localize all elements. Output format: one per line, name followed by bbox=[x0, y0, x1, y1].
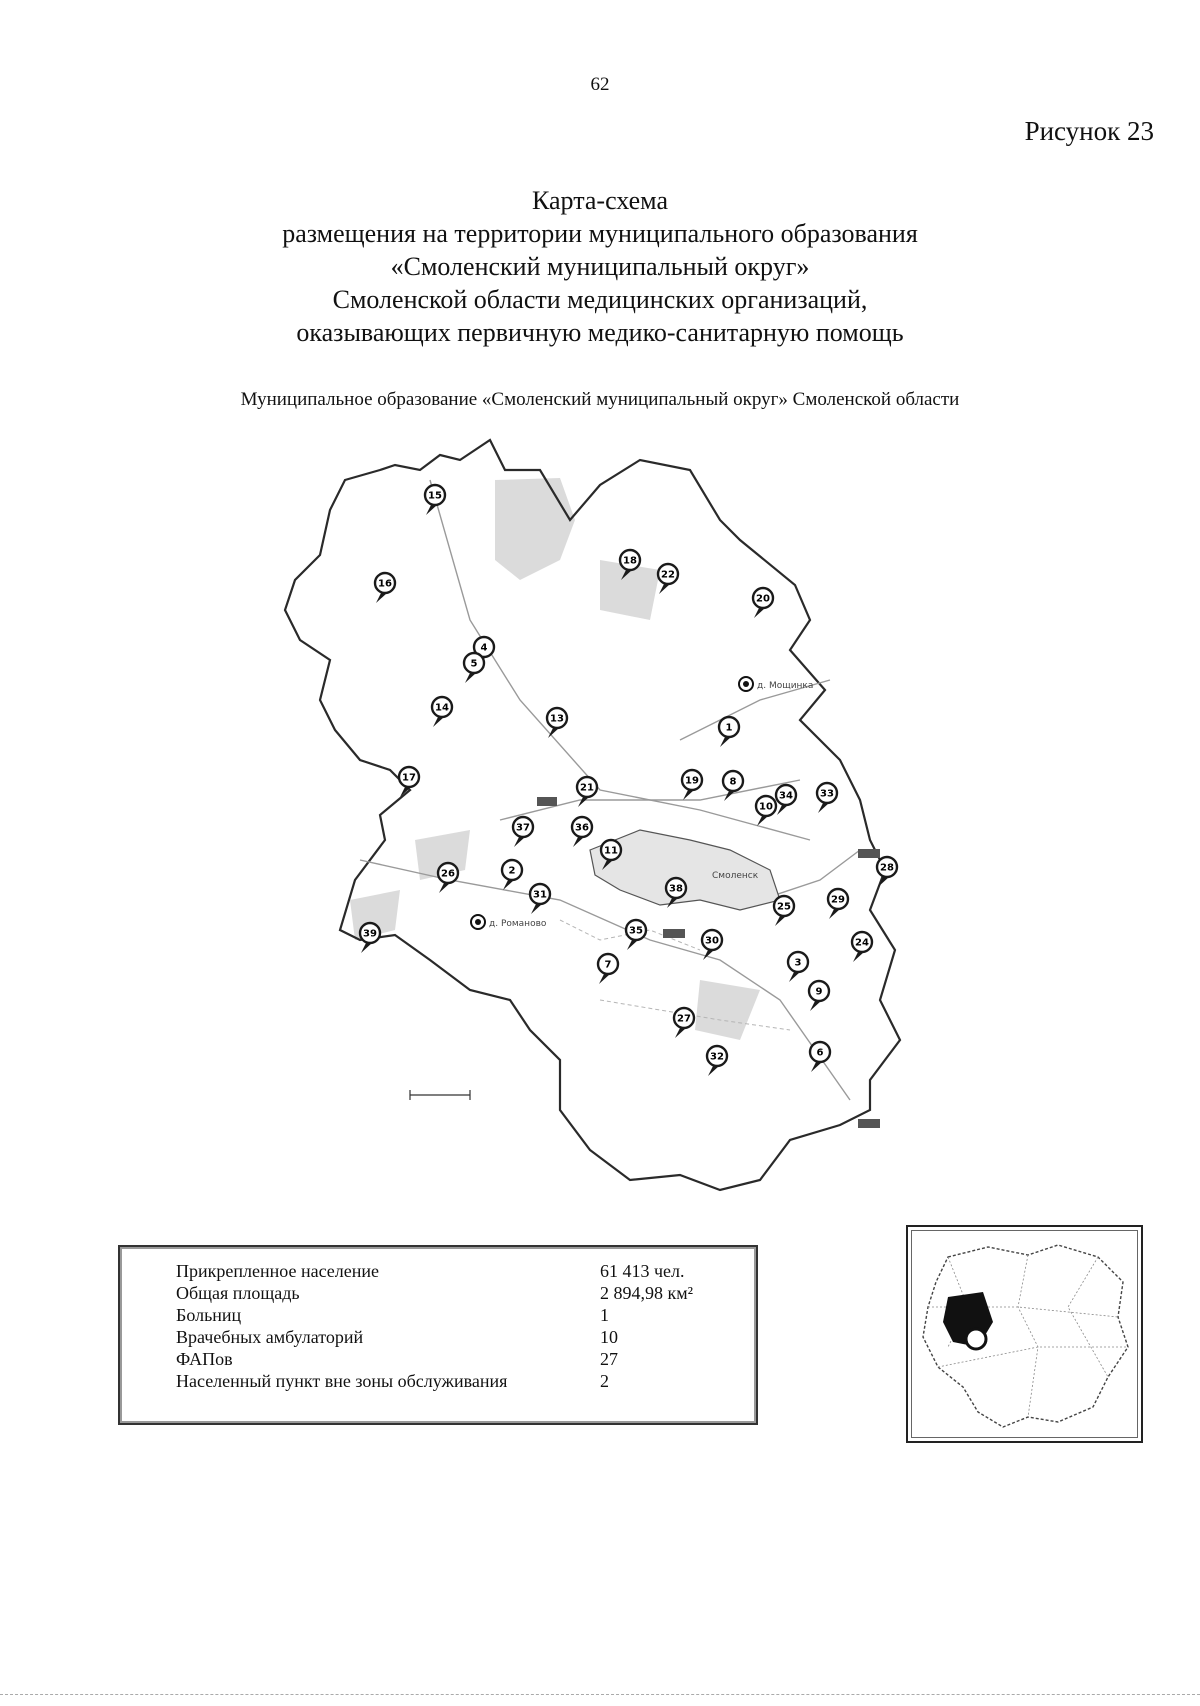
marker-number: 7 bbox=[604, 959, 612, 971]
marker-number: 10 bbox=[759, 801, 773, 813]
marker-number: 25 bbox=[777, 901, 791, 913]
facility-marker bbox=[682, 770, 702, 800]
facility-marker bbox=[577, 777, 597, 807]
marker-number: 36 bbox=[575, 822, 589, 834]
marker-number: 27 bbox=[677, 1013, 691, 1025]
map-title bbox=[0, 184, 1200, 349]
stat-label: ФАПов bbox=[176, 1349, 233, 1369]
table-row bbox=[176, 1304, 693, 1326]
stat-value: 27 bbox=[600, 1349, 618, 1369]
marker-number: 32 bbox=[710, 1051, 724, 1063]
facility-marker bbox=[360, 923, 380, 953]
district-boundary bbox=[285, 440, 900, 1190]
facility-marker bbox=[774, 896, 794, 926]
marker-number: 16 bbox=[378, 578, 392, 590]
title-line: размещения на территории муниципального образования bbox=[282, 219, 918, 248]
stat-value: 1 bbox=[600, 1305, 609, 1325]
district-map bbox=[0, 420, 1200, 1210]
facility-marker bbox=[828, 889, 848, 919]
marker-number: 24 bbox=[855, 937, 869, 949]
figure-label: Рисунок 23 bbox=[1024, 116, 1154, 146]
facility-marker bbox=[572, 817, 592, 847]
marker-number: 34 bbox=[779, 790, 793, 802]
city-highlight-icon bbox=[966, 1329, 986, 1349]
marker-number: 37 bbox=[516, 822, 530, 834]
table-row bbox=[176, 1348, 693, 1370]
marker-number: 30 bbox=[705, 935, 719, 947]
marker-number: 3 bbox=[794, 957, 802, 969]
marker-number: 22 bbox=[661, 569, 675, 581]
facility-marker bbox=[707, 1046, 727, 1076]
marker-number: 17 bbox=[402, 772, 416, 784]
marker-number: 29 bbox=[831, 894, 845, 906]
facility-marker bbox=[788, 952, 808, 982]
stat-label: Прикрепленное население bbox=[176, 1261, 379, 1281]
marker-number: 18 bbox=[623, 555, 637, 567]
facility-marker bbox=[432, 697, 452, 727]
marker-number: 15 bbox=[428, 490, 442, 502]
title-line: Карта-схема bbox=[532, 186, 668, 215]
stat-value: 61 413 чел. bbox=[600, 1261, 685, 1281]
place-label: д. Мощинка bbox=[757, 681, 814, 691]
facility-marker bbox=[723, 771, 743, 801]
scale-bar bbox=[410, 1090, 470, 1100]
place-pin-icon bbox=[743, 681, 749, 687]
title-line: «Смоленский муниципальный округ» bbox=[390, 252, 810, 281]
marker-number: 14 bbox=[435, 702, 449, 714]
facility-marker bbox=[817, 783, 837, 813]
place-label: д. Романово bbox=[489, 919, 547, 929]
facility-marker bbox=[719, 717, 739, 747]
facility-marker bbox=[438, 863, 458, 893]
locator-inset bbox=[906, 1225, 1143, 1443]
stat-label: Общая площадь bbox=[176, 1283, 300, 1303]
title-line: Смоленской области медицинских организаций, bbox=[332, 285, 868, 314]
table-row bbox=[176, 1282, 693, 1304]
facility-marker bbox=[425, 485, 445, 515]
region-locator-map bbox=[908, 1227, 1141, 1441]
stat-label: Врачебных амбулаторий bbox=[176, 1327, 364, 1347]
stats-table bbox=[176, 1260, 693, 1392]
table-row bbox=[176, 1260, 693, 1282]
facility-marker bbox=[809, 981, 829, 1011]
marker-number: 39 bbox=[363, 928, 377, 940]
marker-number: 28 bbox=[880, 862, 894, 874]
facility-marker bbox=[753, 588, 773, 618]
facility-marker bbox=[598, 954, 618, 984]
facility-marker bbox=[399, 767, 419, 797]
facility-marker bbox=[776, 785, 796, 815]
page-number: 62 bbox=[590, 74, 610, 95]
marker-number: 38 bbox=[669, 883, 683, 895]
marker-number: 31 bbox=[533, 889, 547, 901]
stats-panel bbox=[118, 1245, 758, 1425]
marker-number: 2 bbox=[508, 865, 516, 877]
facility-marker bbox=[852, 932, 872, 962]
stat-label: Больниц bbox=[176, 1305, 242, 1325]
marker-number: 19 bbox=[685, 775, 699, 787]
marker-number: 35 bbox=[629, 925, 643, 937]
table-row bbox=[176, 1370, 693, 1392]
facility-marker bbox=[513, 817, 533, 847]
table-row bbox=[176, 1326, 693, 1348]
map-subtitle: Муниципальное образование «Смоленский муниципальный округ» Смоленской области bbox=[240, 389, 960, 410]
marker-number: 21 bbox=[580, 782, 594, 794]
forest-areas bbox=[350, 478, 760, 1040]
facility-marker bbox=[626, 920, 646, 950]
stat-value: 2 894,98 км² bbox=[600, 1283, 694, 1303]
title-line: оказывающих первичную медико-санитарную помощь bbox=[296, 318, 904, 347]
facility-marker bbox=[502, 860, 522, 890]
marker-number: 6 bbox=[816, 1047, 824, 1059]
page-bottom-rule bbox=[0, 1694, 1200, 1696]
marker-number: 5 bbox=[470, 658, 478, 670]
marker-number: 9 bbox=[815, 986, 823, 998]
stat-label: Населенный пункт вне зоны обслуживания bbox=[176, 1371, 508, 1391]
facility-marker bbox=[375, 573, 395, 603]
marker-number: 33 bbox=[820, 788, 834, 800]
facility-marker bbox=[674, 1008, 694, 1038]
marker-number: 1 bbox=[725, 722, 733, 734]
marker-number: 26 bbox=[441, 868, 455, 880]
stat-value: 10 bbox=[600, 1327, 618, 1347]
marker-number: 13 bbox=[550, 713, 564, 725]
marker-number: 11 bbox=[604, 845, 618, 857]
facility-marker bbox=[464, 653, 484, 683]
marker-number: 8 bbox=[729, 776, 737, 788]
facility-marker bbox=[756, 796, 776, 826]
city-label: Смоленск bbox=[712, 871, 759, 881]
facility-marker bbox=[530, 884, 550, 914]
marker-number: 4 bbox=[480, 642, 488, 654]
place-pin-icon bbox=[475, 919, 481, 925]
stat-value: 2 bbox=[600, 1371, 609, 1391]
marker-number: 20 bbox=[756, 593, 770, 605]
facility-marker bbox=[658, 564, 678, 594]
